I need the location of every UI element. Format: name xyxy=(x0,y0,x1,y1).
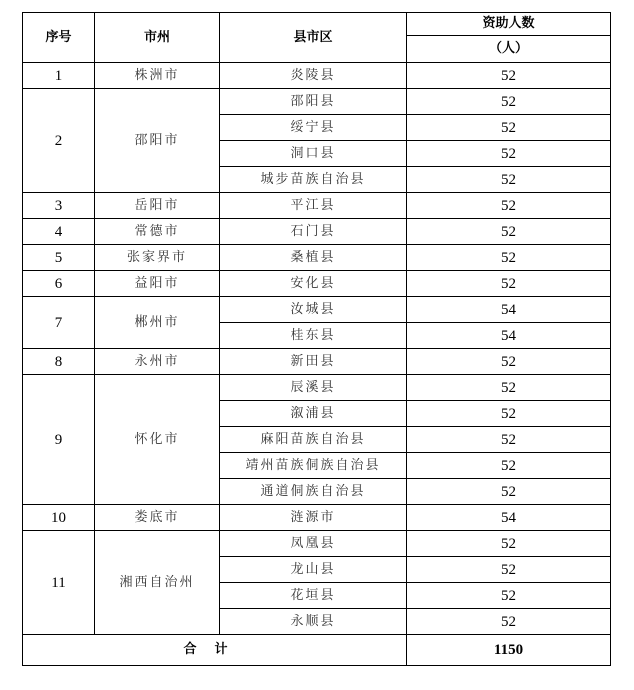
cell-seq: 11 xyxy=(23,531,95,635)
table-row xyxy=(23,349,611,375)
table-row xyxy=(23,531,611,557)
cell-count: 52 xyxy=(407,583,611,609)
cell-count: 52 xyxy=(407,609,611,635)
cell-city: 岳阳市 xyxy=(95,193,220,219)
aid-table xyxy=(22,12,611,666)
cell-city: 娄底市 xyxy=(95,505,220,531)
header-city: 市州 xyxy=(95,13,220,63)
cell-county: 龙山县 xyxy=(220,557,407,583)
cell-city: 常德市 xyxy=(95,219,220,245)
cell-count: 52 xyxy=(407,531,611,557)
cell-county: 洞口县 xyxy=(220,141,407,167)
cell-county: 石门县 xyxy=(220,219,407,245)
cell-city: 永州市 xyxy=(95,349,220,375)
table-row xyxy=(23,63,611,89)
cell-count: 52 xyxy=(407,141,611,167)
table-body xyxy=(23,63,611,635)
cell-county: 辰溪县 xyxy=(220,375,407,401)
cell-county: 凤凰县 xyxy=(220,531,407,557)
cell-county: 汝城县 xyxy=(220,297,407,323)
table-row xyxy=(23,219,611,245)
header-county: 县市区 xyxy=(220,13,407,63)
total-count: 1150 xyxy=(407,635,611,666)
cell-county: 绥宁县 xyxy=(220,115,407,141)
table-row xyxy=(23,193,611,219)
cell-county: 桑植县 xyxy=(220,245,407,271)
total-label: 合计 xyxy=(23,635,407,666)
cell-county: 安化县 xyxy=(220,271,407,297)
cell-county: 新田县 xyxy=(220,349,407,375)
table-container xyxy=(22,12,611,666)
cell-county: 永顺县 xyxy=(220,609,407,635)
cell-count: 52 xyxy=(407,479,611,505)
cell-seq: 3 xyxy=(23,193,95,219)
table-row xyxy=(23,505,611,531)
cell-count: 54 xyxy=(407,297,611,323)
cell-count: 52 xyxy=(407,193,611,219)
cell-seq: 5 xyxy=(23,245,95,271)
cell-city: 株洲市 xyxy=(95,63,220,89)
cell-count: 52 xyxy=(407,245,611,271)
table-row xyxy=(23,375,611,401)
cell-count: 52 xyxy=(407,115,611,141)
cell-count: 52 xyxy=(407,63,611,89)
cell-county: 邵阳县 xyxy=(220,89,407,115)
cell-seq: 7 xyxy=(23,297,95,349)
cell-city: 湘西自治州 xyxy=(95,531,220,635)
table-row xyxy=(23,89,611,115)
cell-county: 涟源市 xyxy=(220,505,407,531)
table-row xyxy=(23,271,611,297)
cell-county: 花垣县 xyxy=(220,583,407,609)
cell-count: 52 xyxy=(407,427,611,453)
cell-count: 52 xyxy=(407,557,611,583)
cell-count: 54 xyxy=(407,323,611,349)
cell-county: 平江县 xyxy=(220,193,407,219)
total-row xyxy=(23,635,611,666)
cell-county: 溆浦县 xyxy=(220,401,407,427)
header-seq: 序号 xyxy=(23,13,95,63)
cell-count: 52 xyxy=(407,453,611,479)
cell-seq: 2 xyxy=(23,89,95,193)
table-row xyxy=(23,297,611,323)
cell-seq: 4 xyxy=(23,219,95,245)
header-row xyxy=(23,13,611,36)
cell-city: 益阳市 xyxy=(95,271,220,297)
header-count-line2: （人） xyxy=(407,36,611,63)
header-count-line1: 资助人数 xyxy=(407,13,611,36)
cell-county: 城步苗族自治县 xyxy=(220,167,407,193)
cell-city: 邵阳市 xyxy=(95,89,220,193)
cell-seq: 1 xyxy=(23,63,95,89)
cell-count: 52 xyxy=(407,401,611,427)
table-row xyxy=(23,245,611,271)
cell-count: 52 xyxy=(407,375,611,401)
cell-count: 52 xyxy=(407,271,611,297)
cell-city: 郴州市 xyxy=(95,297,220,349)
cell-county: 通道侗族自治县 xyxy=(220,479,407,505)
cell-count: 54 xyxy=(407,505,611,531)
cell-seq: 10 xyxy=(23,505,95,531)
cell-count: 52 xyxy=(407,349,611,375)
cell-seq: 9 xyxy=(23,375,95,505)
cell-city: 张家界市 xyxy=(95,245,220,271)
cell-county: 靖州苗族侗族自治县 xyxy=(220,453,407,479)
cell-count: 52 xyxy=(407,89,611,115)
cell-county: 炎陵县 xyxy=(220,63,407,89)
cell-seq: 6 xyxy=(23,271,95,297)
cell-city: 怀化市 xyxy=(95,375,220,505)
cell-county: 桂东县 xyxy=(220,323,407,349)
cell-seq: 8 xyxy=(23,349,95,375)
cell-count: 52 xyxy=(407,167,611,193)
cell-county: 麻阳苗族自治县 xyxy=(220,427,407,453)
cell-count: 52 xyxy=(407,219,611,245)
